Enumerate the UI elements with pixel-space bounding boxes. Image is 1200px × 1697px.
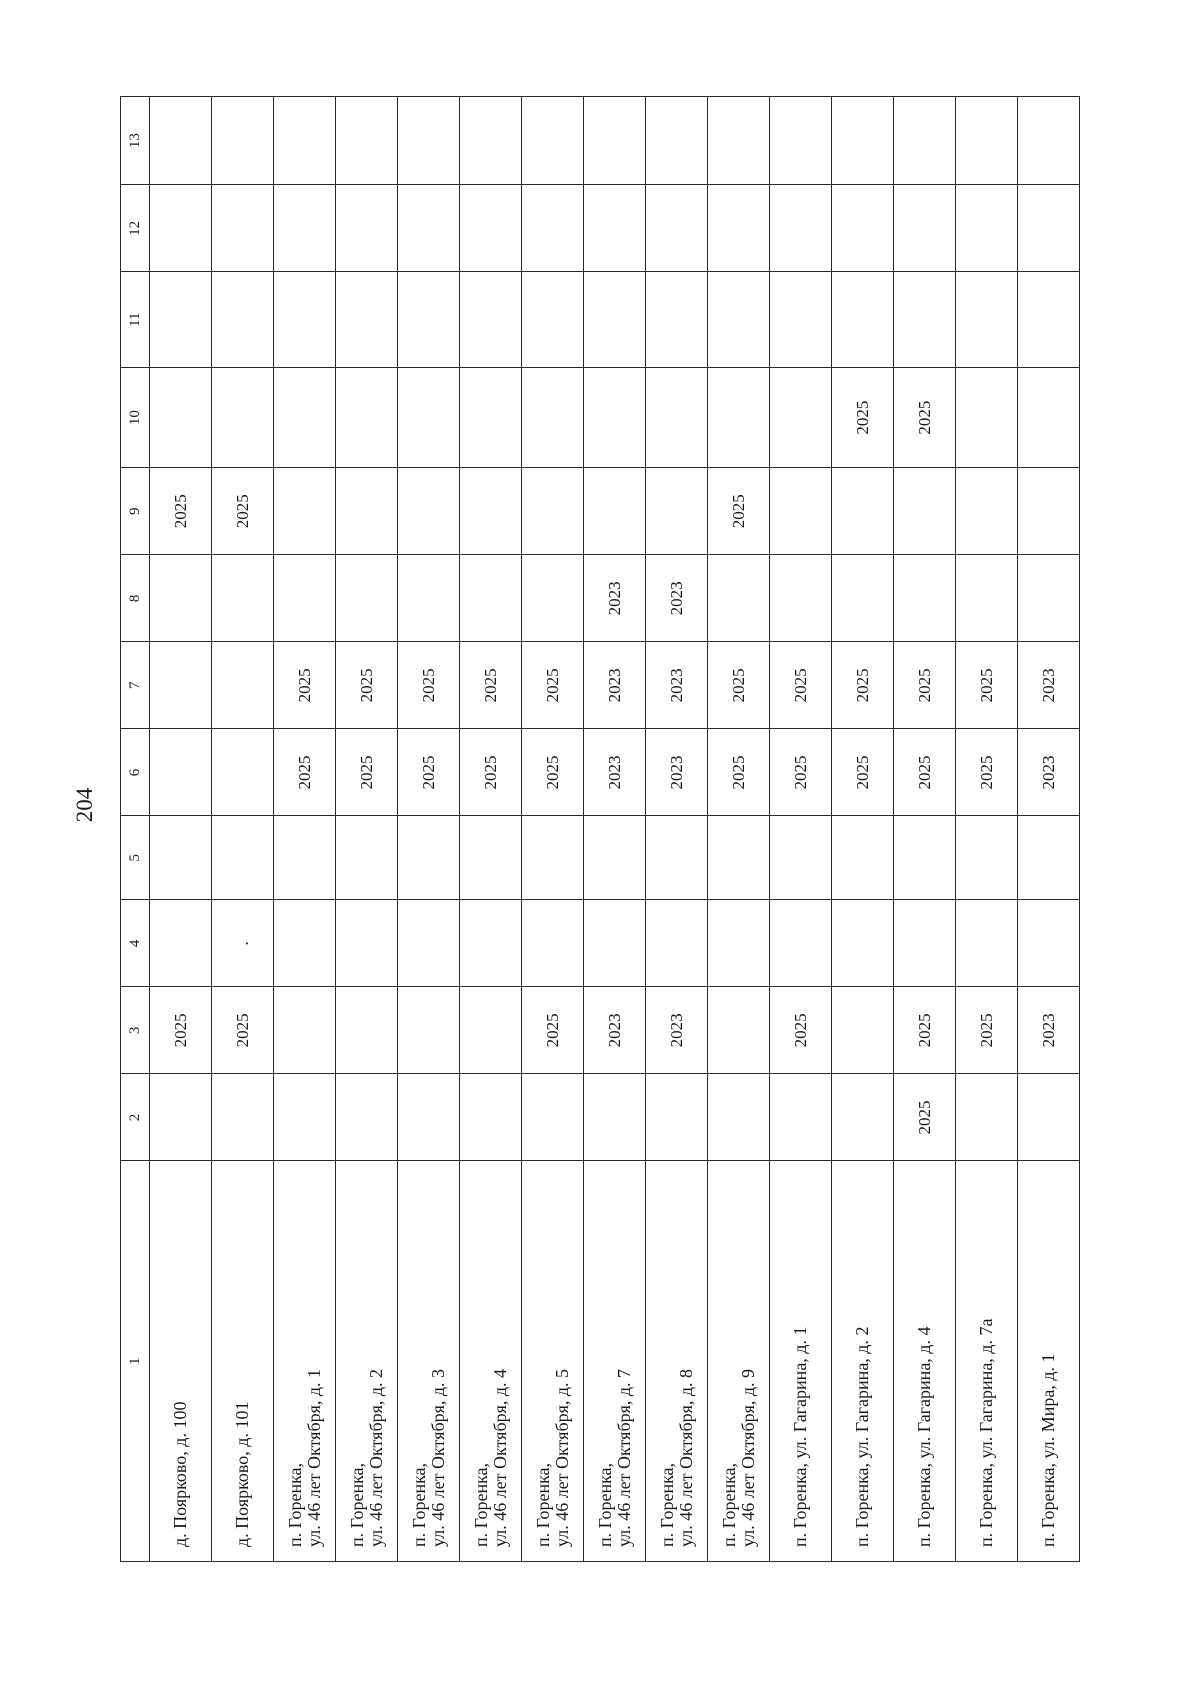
address-line: ул. 46 лет Октября, д. 9 <box>737 1368 758 1547</box>
year-cell: 2025 <box>398 642 460 729</box>
page-number: 204 <box>72 787 97 823</box>
column-header-7: 7 <box>121 642 150 729</box>
year-cell <box>894 468 956 555</box>
year-cell <box>150 97 212 185</box>
year-cell <box>150 642 212 729</box>
year-cell <box>832 1074 894 1161</box>
year-cell <box>770 900 832 987</box>
year-cell <box>336 97 398 185</box>
address-cell <box>1018 1161 1080 1562</box>
column-header-5: 5 <box>121 816 150 900</box>
year-cell <box>150 555 212 642</box>
year-cell: 2025 <box>770 642 832 729</box>
year-cell <box>1018 900 1080 987</box>
year-cell <box>336 555 398 642</box>
address-line: ул. 46 лет Октября, д. 1 <box>303 1368 324 1547</box>
year-cell <box>398 272 460 368</box>
year-cell <box>956 468 1018 555</box>
year-cell <box>770 272 832 368</box>
year-cell <box>336 272 398 368</box>
address-line: п. Горенка, ул. Гагарина, д. 7а <box>976 1318 996 1547</box>
year-cell <box>646 900 708 987</box>
year-cell <box>894 816 956 900</box>
year-cell: 2025 <box>336 729 398 816</box>
year-cell <box>646 368 708 468</box>
year-cell <box>274 185 336 272</box>
year-cell <box>584 1074 646 1161</box>
address-cell <box>336 1161 398 1562</box>
table-row <box>584 97 646 1562</box>
year-cell <box>274 468 336 555</box>
year-cell <box>522 555 584 642</box>
year-cell: 2025 <box>832 368 894 468</box>
table-body <box>150 97 1080 1562</box>
year-cell: 2023 <box>646 555 708 642</box>
table-row <box>956 97 1018 1562</box>
address-line: д. Поярково, д. 100 <box>170 1401 190 1547</box>
year-cell <box>336 900 398 987</box>
year-cell: 2023 <box>646 729 708 816</box>
year-cell <box>336 185 398 272</box>
year-cell <box>708 987 770 1074</box>
year-cell <box>708 900 770 987</box>
year-cell <box>150 729 212 816</box>
year-cell <box>398 816 460 900</box>
address-cell <box>708 1161 770 1562</box>
year-cell <box>274 555 336 642</box>
year-cell: 2025 <box>956 987 1018 1074</box>
year-cell <box>522 368 584 468</box>
year-cell: 2025 <box>832 642 894 729</box>
year-cell: 2025 <box>522 729 584 816</box>
year-cell <box>212 185 274 272</box>
address-cell <box>894 1161 956 1562</box>
year-cell <box>956 272 1018 368</box>
year-cell: 2025 <box>522 642 584 729</box>
year-cell <box>1018 368 1080 468</box>
year-cell <box>584 97 646 185</box>
address-cell <box>460 1161 522 1562</box>
year-cell <box>150 272 212 368</box>
address-cell <box>770 1161 832 1562</box>
year-cell: 2025 <box>460 642 522 729</box>
year-cell <box>646 97 708 185</box>
year-cell <box>150 900 212 987</box>
year-cell <box>522 272 584 368</box>
year-cell <box>584 900 646 987</box>
year-cell <box>832 816 894 900</box>
address-cell <box>212 1161 274 1562</box>
year-cell <box>398 185 460 272</box>
year-cell: 2025 <box>956 729 1018 816</box>
year-cell <box>398 468 460 555</box>
year-cell <box>894 272 956 368</box>
year-cell: 2025 <box>770 987 832 1074</box>
column-number-row <box>121 97 150 1562</box>
column-header-13: 13 <box>121 97 150 185</box>
year-cell <box>460 555 522 642</box>
year-cell <box>770 368 832 468</box>
year-cell: 2025 <box>708 468 770 555</box>
year-cell: 2025 <box>212 987 274 1074</box>
year-cell <box>460 272 522 368</box>
year-cell <box>956 816 1018 900</box>
year-cell <box>832 555 894 642</box>
table-row <box>398 97 460 1562</box>
schedule-table <box>120 96 1080 1562</box>
address-line: ул. 46 лет Октября, д. 3 <box>427 1368 448 1547</box>
year-cell: 2025 <box>460 729 522 816</box>
year-cell <box>956 368 1018 468</box>
year-cell <box>522 900 584 987</box>
year-cell <box>770 97 832 185</box>
year-cell: 2025 <box>894 987 956 1074</box>
year-cell <box>1018 97 1080 185</box>
year-cell <box>708 272 770 368</box>
year-cell: 2023 <box>1018 642 1080 729</box>
year-cell <box>894 555 956 642</box>
address-line: д. Поярково, д. 101 <box>232 1401 252 1547</box>
column-header-11: 11 <box>121 272 150 368</box>
address-cell <box>956 1161 1018 1562</box>
address-line: п. Горенка, ул. Гагарина, д. 1 <box>790 1326 810 1547</box>
table-row <box>460 97 522 1562</box>
year-cell <box>212 97 274 185</box>
year-cell <box>956 97 1018 185</box>
table-container <box>120 96 1076 1562</box>
year-cell <box>460 368 522 468</box>
year-cell <box>274 97 336 185</box>
year-cell <box>832 900 894 987</box>
year-cell <box>770 555 832 642</box>
year-cell <box>708 555 770 642</box>
year-cell <box>212 555 274 642</box>
table-row <box>212 97 274 1562</box>
year-cell <box>956 185 1018 272</box>
year-cell <box>336 368 398 468</box>
year-cell <box>398 900 460 987</box>
address-line: п. Горенка, <box>284 1462 305 1547</box>
year-cell <box>212 368 274 468</box>
year-cell: 2025 <box>274 729 336 816</box>
year-cell <box>460 900 522 987</box>
year-cell <box>274 272 336 368</box>
year-cell <box>336 816 398 900</box>
year-cell <box>894 185 956 272</box>
year-cell: 2025 <box>894 729 956 816</box>
year-cell <box>956 1074 1018 1161</box>
year-cell <box>460 468 522 555</box>
year-cell <box>460 185 522 272</box>
column-header-12: 12 <box>121 185 150 272</box>
year-cell <box>150 816 212 900</box>
year-cell <box>708 185 770 272</box>
table-row <box>522 97 584 1562</box>
year-cell <box>398 555 460 642</box>
year-cell <box>832 185 894 272</box>
year-cell <box>584 816 646 900</box>
year-cell <box>1018 555 1080 642</box>
address-line: п. Горенка, ул. Мира, д. 1 <box>1038 1353 1058 1547</box>
year-cell <box>522 468 584 555</box>
year-cell <box>646 816 708 900</box>
column-header-9: 9 <box>121 468 150 555</box>
year-cell <box>956 900 1018 987</box>
year-cell <box>894 97 956 185</box>
year-cell: 2025 <box>832 729 894 816</box>
year-cell <box>336 468 398 555</box>
address-cell <box>522 1161 584 1562</box>
year-cell: 2025 <box>708 729 770 816</box>
year-cell <box>150 368 212 468</box>
year-cell <box>522 1074 584 1161</box>
year-cell: 2025 <box>894 642 956 729</box>
year-cell: 2025 <box>150 468 212 555</box>
year-cell <box>460 987 522 1074</box>
year-cell <box>832 468 894 555</box>
table-row <box>708 97 770 1562</box>
address-line: ул. 46 лет Октября, д. 2 <box>365 1368 386 1547</box>
year-cell <box>398 1074 460 1161</box>
year-cell <box>336 1074 398 1161</box>
address-line: ул. 46 лет Октября, д. 8 <box>675 1368 696 1547</box>
year-cell: 2023 <box>584 642 646 729</box>
address-line: п. Горенка, <box>408 1462 429 1547</box>
address-line: п. Горенка, <box>346 1462 367 1547</box>
year-cell <box>336 987 398 1074</box>
year-cell: . <box>212 900 274 987</box>
year-cell <box>646 1074 708 1161</box>
column-header-8: 8 <box>121 555 150 642</box>
year-cell <box>584 272 646 368</box>
year-cell: 2023 <box>1018 729 1080 816</box>
year-cell <box>212 642 274 729</box>
year-cell <box>770 185 832 272</box>
address-line: ул. 46 лет Октября, д. 5 <box>551 1368 572 1547</box>
year-cell: 2023 <box>584 555 646 642</box>
address-line: п. Горенка, ул. Гагарина, д. 2 <box>852 1326 872 1547</box>
year-cell <box>584 468 646 555</box>
year-cell: 2023 <box>584 729 646 816</box>
year-cell: 2025 <box>708 642 770 729</box>
year-cell <box>398 368 460 468</box>
year-cell <box>584 368 646 468</box>
year-cell: 2025 <box>894 368 956 468</box>
year-cell: 2025 <box>770 729 832 816</box>
address-line: ул. 46 лет Октября, д. 4 <box>489 1368 510 1547</box>
year-cell <box>1018 185 1080 272</box>
column-header-3: 3 <box>121 987 150 1074</box>
year-cell <box>646 185 708 272</box>
year-cell <box>212 729 274 816</box>
address-cell <box>832 1161 894 1562</box>
year-cell <box>274 368 336 468</box>
year-cell <box>398 987 460 1074</box>
address-cell <box>584 1161 646 1562</box>
year-cell: 2025 <box>212 468 274 555</box>
year-cell <box>522 816 584 900</box>
year-cell <box>956 555 1018 642</box>
year-cell <box>460 816 522 900</box>
column-header-10: 10 <box>121 368 150 468</box>
year-cell <box>522 185 584 272</box>
year-cell: 2025 <box>274 642 336 729</box>
table-row <box>274 97 336 1562</box>
address-line: п. Горенка, <box>532 1462 553 1547</box>
column-header-1: 1 <box>121 1161 150 1562</box>
year-cell: 2025 <box>150 987 212 1074</box>
year-cell <box>1018 1074 1080 1161</box>
year-cell: 2023 <box>1018 987 1080 1074</box>
year-cell <box>212 1074 274 1161</box>
year-cell: 2025 <box>522 987 584 1074</box>
year-cell <box>708 368 770 468</box>
year-cell <box>832 97 894 185</box>
year-cell <box>460 97 522 185</box>
year-cell <box>274 987 336 1074</box>
table-row <box>894 97 956 1562</box>
year-cell <box>646 468 708 555</box>
year-cell <box>1018 468 1080 555</box>
year-cell <box>212 816 274 900</box>
year-cell <box>274 1074 336 1161</box>
table-row <box>832 97 894 1562</box>
year-cell <box>770 816 832 900</box>
year-cell <box>150 1074 212 1161</box>
year-cell: 2025 <box>398 729 460 816</box>
address-cell <box>150 1161 212 1562</box>
address-cell <box>274 1161 336 1562</box>
year-cell <box>646 272 708 368</box>
year-cell <box>770 1074 832 1161</box>
year-cell <box>398 97 460 185</box>
year-cell: 2023 <box>646 987 708 1074</box>
year-cell <box>770 468 832 555</box>
year-cell <box>522 97 584 185</box>
address-cell <box>646 1161 708 1562</box>
year-cell <box>708 97 770 185</box>
year-cell <box>708 1074 770 1161</box>
table-row <box>770 97 832 1562</box>
year-cell: 2023 <box>584 987 646 1074</box>
address-line: п. Горенка, <box>656 1462 677 1547</box>
address-line: п. Горенка, <box>594 1462 615 1547</box>
year-cell <box>460 1074 522 1161</box>
address-line: п. Горенка, <box>718 1462 739 1547</box>
year-cell: 2025 <box>336 642 398 729</box>
year-cell: 2025 <box>956 642 1018 729</box>
year-cell <box>212 272 274 368</box>
year-cell <box>274 816 336 900</box>
table-row <box>1018 97 1080 1562</box>
address-cell <box>398 1161 460 1562</box>
address-line: п. Горенка, ул. Гагарина, д. 4 <box>914 1326 934 1547</box>
year-cell <box>1018 272 1080 368</box>
year-cell <box>894 900 956 987</box>
year-cell <box>708 816 770 900</box>
year-cell <box>150 185 212 272</box>
column-header-4: 4 <box>121 900 150 987</box>
year-cell <box>584 185 646 272</box>
column-header-2: 2 <box>121 1074 150 1161</box>
address-line: ул. 46 лет Октября, д. 7 <box>613 1368 634 1547</box>
year-cell: 2023 <box>646 642 708 729</box>
year-cell <box>832 272 894 368</box>
table-row <box>150 97 212 1562</box>
address-line: п. Горенка, <box>470 1462 491 1547</box>
year-cell <box>274 900 336 987</box>
table-row <box>646 97 708 1562</box>
year-cell: 2025 <box>894 1074 956 1161</box>
column-header-6: 6 <box>121 729 150 816</box>
table-row <box>336 97 398 1562</box>
year-cell <box>832 987 894 1074</box>
year-cell <box>1018 816 1080 900</box>
